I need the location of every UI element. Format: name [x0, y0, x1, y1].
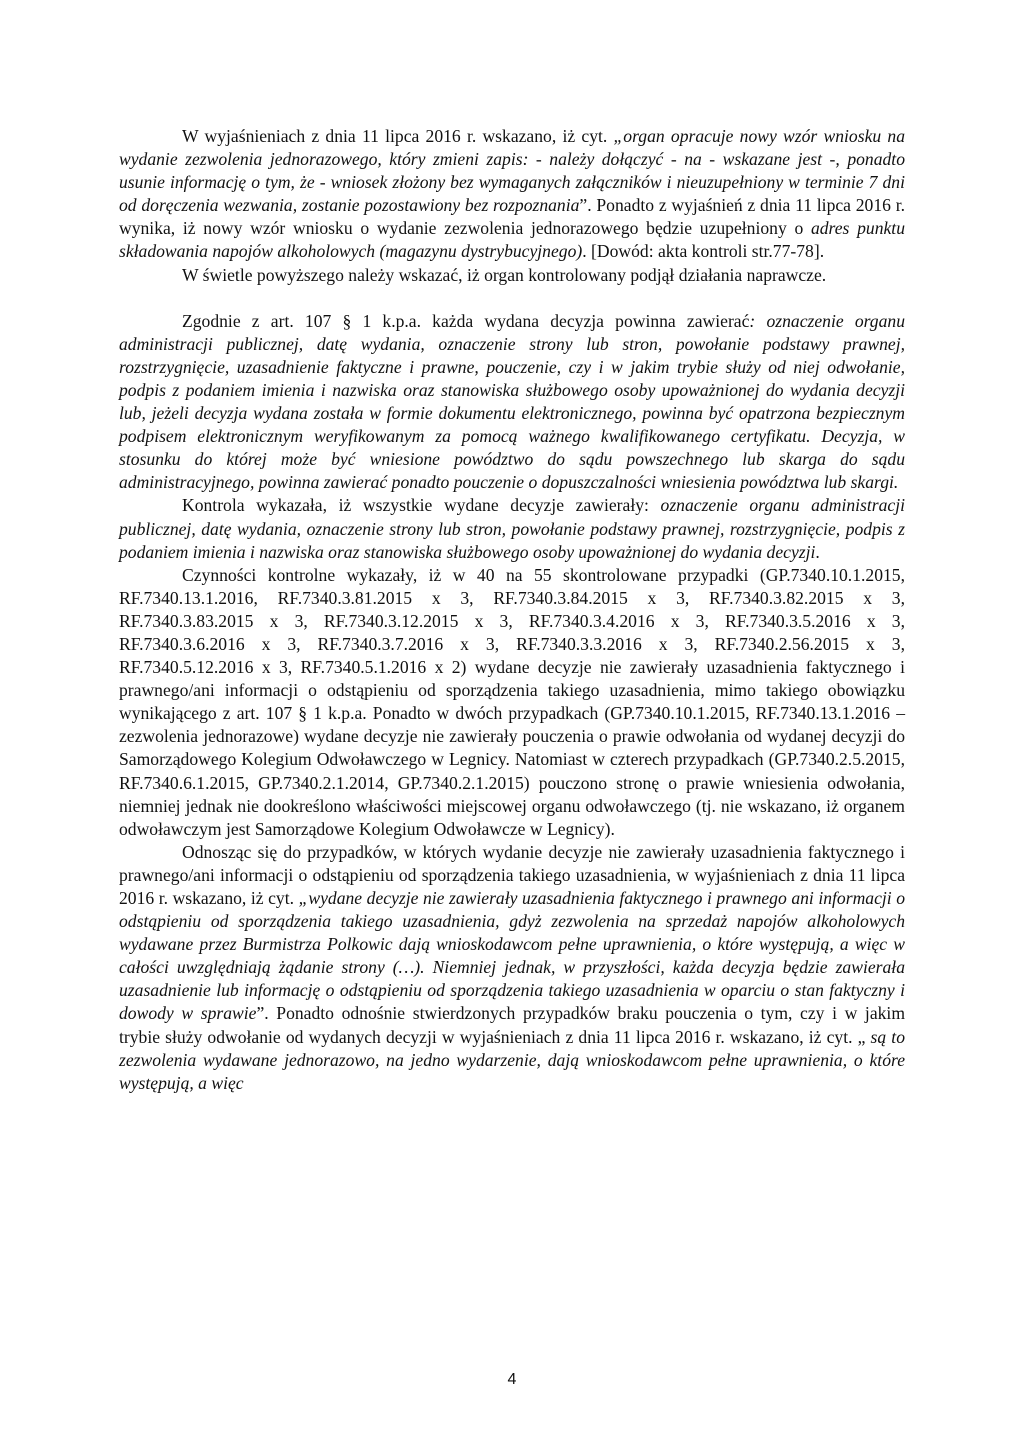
text-segment: Odnosząc się do przypadków, w których wydanie decyzje nie zawierały uzasadnienia faktycznego i prawnego/ani informacji o odstąpieniu od sporządzenia takiego uzasadnienia, w wyjaśnieniach z dnia 11 lipca 2016 r. wskazano, iż cyt. [119, 841, 905, 908]
italic-quote-segment: „organ opracuje nowy wzór wniosku na wydanie zezwolenia jednorazowego, który zmieni zapis: - należy dołączyć - na - wskazane jest -, ponadto usunie informację o tym, że - wniosek złożony bez wymaganych załączników i nieuzupełniony w terminie 7 dni od doręczenia wezwania, zostanie pozostawiony bez rozpoznania [119, 126, 905, 216]
paragraph-6 [119, 841, 905, 1095]
italic-quote-segment: oznaczenie organu administracji publicznej, datę wydania, oznaczenie strony lub stron, powołanie podstawy prawnej, rozstrzygnięcie, podpis z podaniem imienia i nazwiska oraz stanowiska służbowego osoby upoważnionej do wydania decyzji [119, 495, 905, 562]
italic-quote-segment: : oznaczenie organu administracji publicznej, datę wydania, oznaczenie strony lub stron, powołanie podstawy prawnej, rozstrzygnięcie, uzasadnienie faktyczne i prawne, pouczenie, czy i w jakim trybie służy od niej odwołanie, podpis z podaniem imienia i nazwiska oraz stanowiska służbowego osoby upoważnionej do wydania decyzji lub, jeżeli decyzja wydana została w formie dokumentu elektronicznego, powinna być opatrzona bezpiecznym podpisem elektronicznym weryfikowanym za pomocą ważnego kwalifikowanego certyfikatu. Decyzja, w stosunku do której może być wniesione powództwo do sądu powszechnego lub skarga do sądu administracyjnego, powinna zawierać ponadto pouczenie o dopuszczalności wniesienia powództwa lub skargi. [119, 310, 905, 493]
paragraph-2 [119, 264, 905, 287]
paragraph-1 [119, 125, 905, 264]
paragraph-3 [119, 310, 905, 495]
document-page [119, 125, 905, 1095]
italic-quote-segment: adres punktu składowania napojów alkoholowych (magazynu dystrybucyjnego) [119, 218, 905, 262]
text-segment: W wyjaśnieniach z dnia 11 lipca 2016 r. wskazano, iż cyt. [182, 126, 614, 146]
text-segment: Czynności kontrolne wykazały, iż w 40 na 55 skontrolowane przypadki (GP.7340.10.1.2015, RF.7340.13.1.2016, RF.7340.3.81.2015 x 3, RF.7340.3.84.2015 x 3, RF.7340.3.82.2015 x 3, RF.7340.3.83.2015 x 3, RF.7340.3.12.2015 x 3, RF.7340.3.4.2016 x 3, RF.7340.3.5.2016 x 3, RF.7340.3.6.2016 x 3, RF.7340.3.7.2016 x 3, RF.7340.3.3.2016 x 3, RF.7340.2.56.2015 x 3, RF.7340.5.12.2016 x 3, RF.7340.5.1.2016 x 2) wydane decyzje nie zawierały uzasadnienia faktycznego i prawnego/ani informacji o odstąpieniu od sporządzenia takiego uzasadnienia, mimo takiego obowiązku wynikającego z art. 107 § 1 k.p.a. Ponadto w dwóch przypadkach (GP.7340.10.1.2015, RF.7340.13.1.2016 – zezwolenia jednorazowe) wydane decyzje nie zawierały pouczenia o prawie odwołania od wydanej decyzji do Samorządowego Kolegium Odwoławczego w Legnicy. Natomiast w czterech przypadkach (GP.7340.2.5.2015, RF.7340.6.1.2015, GP.7340.2.1.2014, GP.7340.2.1.2015) pouczono stronę o prawie wniesienia odwołania, niemniej jednak nie dookreślono właściwości miejscowej organu odwoławczego (tj. nie wskazano, iż organem odwoławczym jest Samorządowe Kolegium Odwoławcze w Legnicy). [119, 564, 905, 839]
text-segment: W świetle powyższego należy wskazać, iż organ kontrolowany podjął działania naprawcze. [182, 264, 827, 285]
italic-quote-segment: „wydane decyzje nie zawierały uzasadnienia faktycznego i prawnego ani informacji o odstąpieniu od sporządzenia takiego uzasadnienia, gdyż zezwolenia na sprzedaż napojów alkoholowych wydawane przez Burmistrza Polkowic dają wnioskodawcom pełne uprawnienia, o które występują, a więc w całości uwzględniają żądanie strony (…). Niemniej jednak, w przyszłości, każda decyzja będzie zawierała uzasadnienie lub informację o odstąpieniu od sporządzenia takiego uzasadnienia w oparciu o stan faktyczny i dowody w sprawie [119, 888, 905, 1024]
page-number: 4 [507, 1371, 517, 1388]
paragraph-4 [119, 494, 905, 563]
text-segment: . [815, 541, 820, 562]
paragraph-5 [119, 564, 905, 841]
text-segment: Zgodnie z art. 107 § 1 k.p.a. każda wydana decyzja powinna zawierać [182, 310, 750, 331]
text-segment: ”. Ponadto odnośnie stwierdzonych przypadków braku pouczenia o tym, czy i w jakim trybie służy odwołanie od wydanych decyzji w wyjaśnieniach z dnia 11 lipca 2016 r. wskazano, iż cyt. „ [119, 1003, 905, 1047]
text-segment: . [Dowód: akta kontroli str.77-78]. [582, 241, 825, 262]
text-segment: Kontrola wykazała, iż wszystkie wydane decyzje zawierały: [182, 495, 661, 516]
text-segment: ”. Ponadto z wyjaśnień z dnia 11 lipca 2016 r. wynika, iż nowy wzór wniosku o wydanie zezwolenia jednorazowego będzie uzupełniony o [119, 195, 905, 239]
italic-quote-segment: są to zezwolenia wydawane jednorazowo, na jedno wydarzenie, dają wnioskodawcom pełne uprawnienia, o które występują, a więc [119, 1026, 905, 1093]
